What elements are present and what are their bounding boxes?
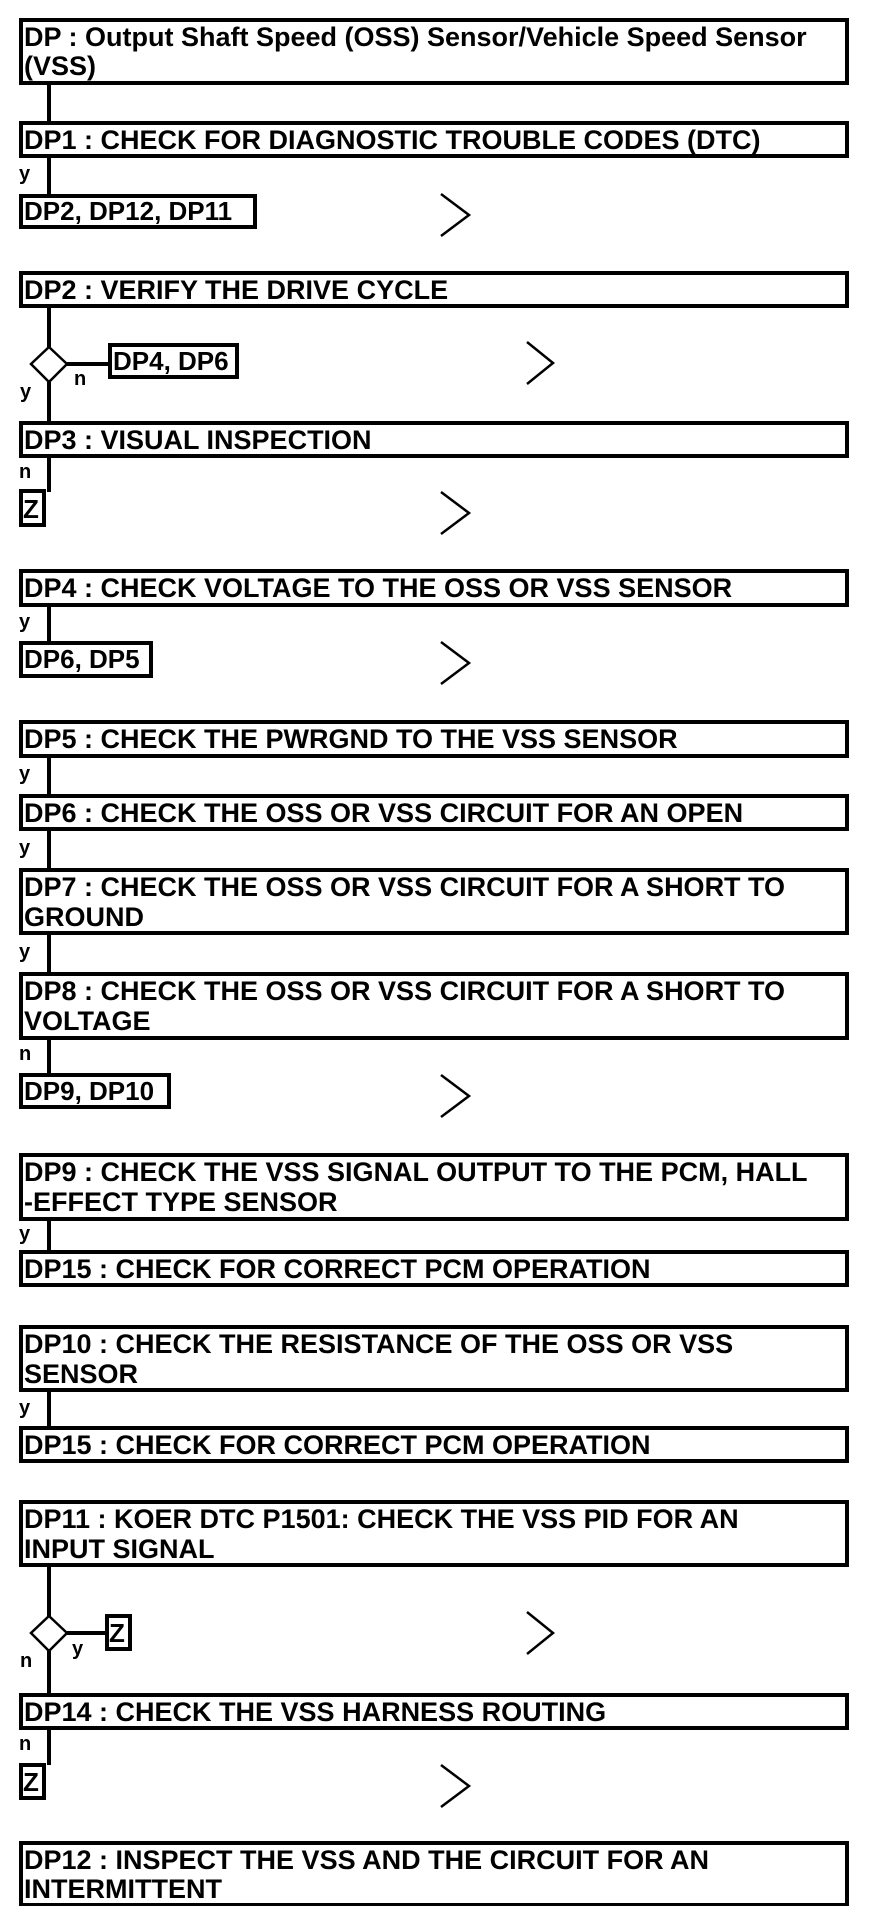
- label-dp8-no: n: [19, 1043, 32, 1065]
- ref-dp3-text: Z: [23, 494, 39, 524]
- step-dp15-text-2: DP15 : CHECK FOR CORRECT PCM OPERATION: [24, 1430, 651, 1460]
- label-dp1-yes: y: [19, 163, 31, 185]
- label-dp10-yes: y: [19, 1397, 31, 1419]
- step-dp11-text-2: INPUT SIGNAL: [24, 1534, 215, 1564]
- label-dp9-yes: y: [19, 1223, 31, 1245]
- title-line-1: DP : Output Shaft Speed (OSS) Sensor/Vehicle Speed Sensor: [24, 22, 807, 52]
- step-dp1-text: DP1 : CHECK FOR DIAGNOSTIC TROUBLE CODES (DTC): [24, 125, 761, 155]
- chevron-right-icon: [441, 492, 469, 534]
- step-dp2-text: DP2 : VERIFY THE DRIVE CYCLE: [24, 275, 449, 305]
- step-dp12-text-2: INTERMITTENT: [24, 1874, 222, 1904]
- label-dp2-no: n: [74, 368, 87, 390]
- step-dp12-text-1: DP12 : INSPECT THE VSS AND THE CIRCUIT FOR AN: [24, 1845, 710, 1875]
- label-dp6-yes: y: [19, 837, 31, 859]
- title-line-2: (VSS): [24, 51, 97, 81]
- step-dp5-text: DP5 : CHECK THE PWRGND TO THE VSS SENSOR: [24, 724, 678, 754]
- decision-dp2: [31, 347, 67, 382]
- label-dp3-no: n: [19, 461, 32, 483]
- step-dp3-text: DP3 : VISUAL INSPECTION: [24, 425, 372, 455]
- step-dp14-text: DP14 : CHECK THE VSS HARNESS ROUTING: [24, 1697, 607, 1727]
- ref-dp1-text: DP2, DP12, DP11: [24, 196, 233, 226]
- label-dp11-yes: y: [72, 1638, 84, 1660]
- decision-dp11: [31, 1616, 67, 1651]
- step-dp7-text-2: GROUND: [24, 902, 144, 932]
- step-dp11-text-1: DP11 : KOER DTC P1501: CHECK THE VSS PID FOR AN: [24, 1504, 739, 1534]
- step-dp10-text-1: DP10 : CHECK THE RESISTANCE OF THE OSS OR VSS: [24, 1329, 734, 1359]
- ref-dp4-text: DP6, DP5: [24, 644, 140, 674]
- label-dp2-yes: y: [20, 381, 32, 403]
- label-dp4-yes: y: [19, 611, 31, 633]
- ref-dp8-text: DP9, DP10: [24, 1076, 155, 1106]
- label-dp7-yes: y: [19, 941, 31, 963]
- step-dp6-text: DP6 : CHECK THE OSS OR VSS CIRCUIT FOR AN OPEN: [24, 798, 744, 828]
- step-dp7-text-1: DP7 : CHECK THE OSS OR VSS CIRCUIT FOR A SHORT TO: [24, 872, 786, 902]
- step-dp9-text-1: DP9 : CHECK THE VSS SIGNAL OUTPUT TO THE PCM, HALL: [24, 1157, 808, 1187]
- chevron-right-icon: [441, 1075, 469, 1117]
- chevron-right-icon: [441, 642, 469, 684]
- ref-dp2-text: DP4, DP6: [113, 346, 229, 376]
- step-dp10-text-2: SENSOR: [24, 1359, 139, 1389]
- label-dp11-no: n: [20, 1650, 33, 1672]
- ref-dp11-text: Z: [109, 1618, 125, 1648]
- chevron-right-icon: [441, 194, 469, 236]
- step-dp15-text-1: DP15 : CHECK FOR CORRECT PCM OPERATION: [24, 1254, 651, 1284]
- label-dp14-no: n: [19, 1733, 32, 1755]
- ref-dp14-text: Z: [23, 1767, 39, 1797]
- step-dp8-text-1: DP8 : CHECK THE OSS OR VSS CIRCUIT FOR A SHORT TO: [24, 976, 786, 1006]
- step-dp9-text-2: -EFFECT TYPE SENSOR: [24, 1187, 338, 1217]
- label-dp5-yes: y: [19, 763, 31, 785]
- chevron-right-icon: [441, 1765, 469, 1807]
- step-dp4-text: DP4 : CHECK VOLTAGE TO THE OSS OR VSS SENSOR: [24, 573, 733, 603]
- step-dp8-text-2: VOLTAGE: [24, 1006, 151, 1036]
- chevron-right-icon: [527, 1612, 553, 1654]
- chevron-right-icon: [527, 342, 553, 384]
